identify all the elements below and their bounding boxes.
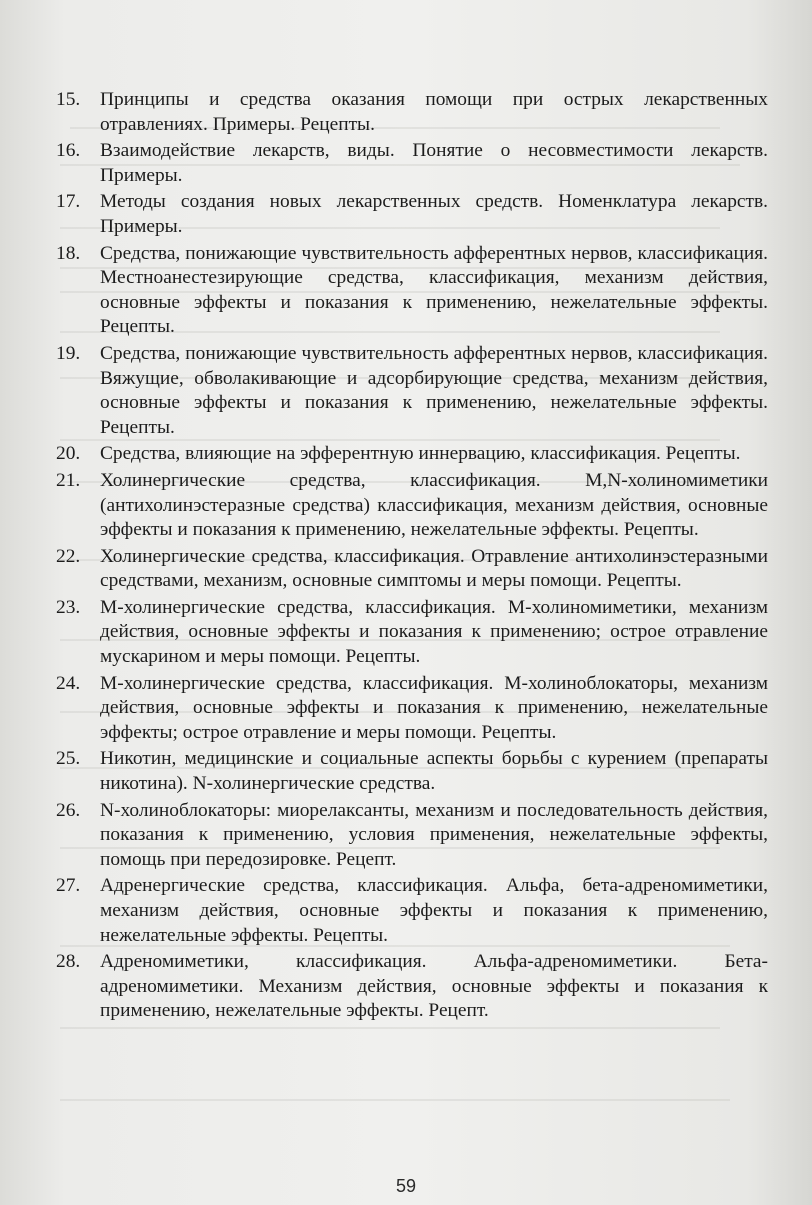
question-number: 23. (56, 596, 81, 618)
question-number: 24. (56, 672, 81, 694)
question-text: Взаимодействие лекарств, виды. Понятие о несовместимости лекарств. Примеры. (100, 140, 768, 186)
question-number: 26. (56, 799, 81, 821)
page-number: 59 (395, 1176, 417, 1196)
question-text: Никотин, медицинские и социальные аспекты борьбы с курением (препараты никотина). N-холинергические средства. (100, 748, 768, 795)
question-text: Адренергические средства, классификация. Альфа, бета-адреномиметики, механизм действия, основные эффекты и показания к применению, нежелательные эффекты. Рецепты. (100, 875, 768, 946)
question-item (56, 545, 768, 594)
question-number: 22. (56, 545, 81, 567)
question-item (56, 342, 768, 440)
question-text: Методы создания новых лекарственных средств. Номенклатура лекарств. Примеры. (100, 191, 768, 237)
question-number: 20. (56, 443, 81, 465)
question-text: Средства, влияющие на эфферентную иннервацию, классификация. Рецепты. (100, 443, 741, 465)
question-text: N-холиноблокаторы: миорелаксанты, механизм и последовательность действия, показания к применению, условия применения, нежелательные эффекты, помощь при передозировке. Рецепт. (100, 799, 768, 870)
question-text: Средства, понижающие чувствительность афферентных нервов, классификация. Местноанестезирующие средства, классификация, механизм действия, основные эффекты и показания к применению, нежелательные эффекты. Рецепты. (100, 242, 768, 338)
question-number: 28. (56, 951, 81, 973)
question-number: 19. (56, 342, 81, 364)
question-item (56, 747, 768, 796)
question-number: 27. (56, 875, 81, 897)
question-item (56, 469, 768, 543)
question-item (56, 596, 768, 670)
question-text: Адреномиметики, классификация. Альфа-адреномиметики. Бета-адреномиметики. Механизм действия, основные эффекты и показания к применению, нежелательные эффекты. Рецепт. (100, 951, 768, 1022)
question-item (56, 874, 768, 948)
question-text: М-холинергические средства, классификация. М-холиноблокаторы, механизм действия, основные эффекты и показания к применению, нежелательные эффекты; острое отравление и меры помощи. Рецепты. (100, 672, 768, 743)
question-list (56, 88, 768, 1026)
question-item (56, 242, 768, 340)
question-text: М-холинергические средства, классификация. М-холиномиметики, механизм действия, основные эффекты и показания к применению; острое отравление мускарином и меры помощи. Рецепты. (100, 596, 768, 668)
question-item (56, 442, 768, 467)
question-text: Холинергические средства, классификация. Отравление антихолинэстеразными средствами, механизм, основные симптомы и меры помощи. Рецепты. (100, 545, 768, 592)
question-item (56, 799, 768, 873)
question-number: 21. (56, 469, 81, 491)
question-item (56, 672, 768, 746)
question-number: 18. (56, 242, 81, 264)
question-text: Принципы и средства оказания помощи при острых лекарственных отравлениях. Примеры. Рецепты. (100, 89, 768, 135)
question-item (56, 950, 768, 1024)
question-text: Холинергические средства, классификация. М,N-холиномиметики (антихолинэстеразные средства) классификация, механизм действия, основные эффекты и показания к применению, нежелательные эффекты. Рецепты. (100, 469, 768, 541)
question-item (56, 190, 768, 239)
question-text: Средства, понижающие чувствительность афферентных нервов, классификация. Вяжущие, обволакивающие и адсорбирующие средства, механизм действия, основные эффекты и показания к применению, нежелательные эффекты. Рецепты. (100, 342, 768, 438)
question-item (56, 139, 768, 188)
question-number: 17. (56, 191, 81, 213)
question-number: 16. (56, 140, 81, 162)
question-number: 15. (56, 89, 81, 110)
question-item (56, 88, 768, 137)
question-number: 25. (56, 748, 81, 770)
